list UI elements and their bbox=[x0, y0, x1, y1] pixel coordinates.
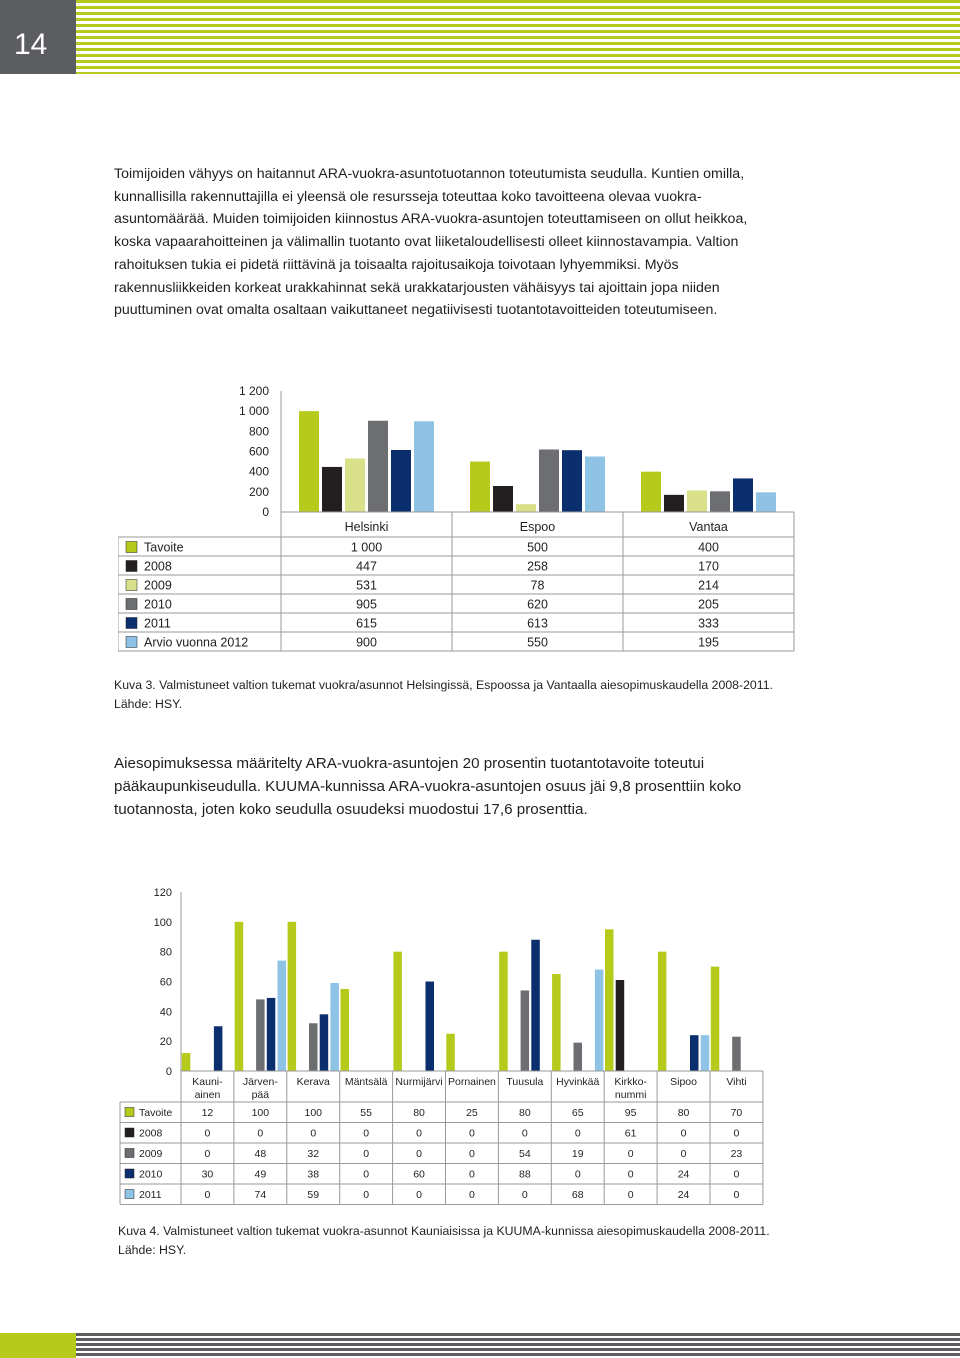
table-cell: 0 bbox=[469, 1168, 475, 1181]
table-cell: 447 bbox=[356, 559, 377, 574]
table-cell: 0 bbox=[257, 1127, 264, 1140]
legend-label: 2010 bbox=[139, 1168, 163, 1181]
bar-tavoite-5 bbox=[446, 1034, 455, 1071]
table-cell: 0 bbox=[627, 1148, 634, 1160]
legend-label: 2011 bbox=[139, 1189, 162, 1201]
table-cell: 0 bbox=[363, 1189, 370, 1201]
table-cell: 0 bbox=[363, 1168, 370, 1181]
table-cell: 80 bbox=[677, 1107, 690, 1119]
table-cell: 620 bbox=[527, 597, 548, 612]
chart-kuuma-municipalities bbox=[118, 880, 780, 1210]
header-stripe bbox=[76, 54, 960, 57]
table-cell: 30 bbox=[201, 1168, 214, 1181]
table-cell: 0 bbox=[627, 1168, 634, 1181]
bar-2008-vantaa bbox=[664, 495, 684, 512]
table-cell: 38 bbox=[307, 1168, 320, 1181]
header-stripe bbox=[76, 66, 960, 69]
table-cell: 0 bbox=[310, 1127, 317, 1140]
y-tick-label: 40 bbox=[159, 1006, 172, 1019]
table-cell: 0 bbox=[204, 1189, 211, 1201]
bar-2008-espoo bbox=[493, 486, 513, 512]
bar-tavoite-1 bbox=[235, 922, 244, 1071]
table-cell: 88 bbox=[519, 1168, 531, 1181]
table-cell: 95 bbox=[624, 1107, 637, 1119]
table-cell: 500 bbox=[527, 540, 548, 555]
legend-label: 2008 bbox=[144, 559, 172, 574]
bar-2009-1 bbox=[256, 999, 265, 1071]
y-tick-label: 600 bbox=[248, 444, 269, 459]
category-label: Hyvinkää bbox=[556, 1076, 600, 1088]
table-cell: 12 bbox=[201, 1107, 214, 1119]
bar-tavoite-7 bbox=[552, 974, 561, 1071]
y-tick-label: 1 200 bbox=[238, 384, 269, 398]
bar-tavoite-8 bbox=[605, 929, 614, 1071]
bar-tavoite-6 bbox=[499, 952, 508, 1071]
bar-2010-4 bbox=[426, 982, 435, 1072]
category-label: ainen bbox=[194, 1089, 221, 1101]
legend-swatch bbox=[126, 618, 137, 629]
legend-swatch bbox=[126, 599, 137, 610]
table-cell: 258 bbox=[527, 559, 548, 574]
category-label: Helsinki bbox=[344, 520, 389, 534]
table-cell: 24 bbox=[677, 1168, 690, 1181]
bar-2009-2 bbox=[309, 1023, 318, 1071]
table-cell: 74 bbox=[254, 1189, 267, 1201]
footer-stripe bbox=[76, 1343, 960, 1346]
bar-2010-vantaa bbox=[710, 491, 730, 512]
bar-2011-1 bbox=[278, 961, 287, 1071]
bar-2011-9 bbox=[701, 1035, 710, 1071]
category-label: Mäntsälä bbox=[344, 1076, 388, 1088]
table-cell: 0 bbox=[574, 1168, 581, 1181]
table-cell: 0 bbox=[416, 1189, 422, 1201]
bar-2011-7 bbox=[595, 970, 604, 1071]
footer-stripe bbox=[76, 1338, 960, 1341]
table-cell: 400 bbox=[698, 540, 719, 555]
table-cell: 1 000 bbox=[350, 540, 383, 555]
category-label: Tuusula bbox=[506, 1076, 544, 1088]
header-stripe bbox=[76, 30, 960, 33]
bar-2011-vantaa bbox=[733, 478, 753, 512]
table-cell: 78 bbox=[530, 578, 545, 593]
table-cell: 0 bbox=[416, 1127, 422, 1140]
header-stripe bbox=[76, 0, 960, 3]
table-cell: 905 bbox=[356, 597, 377, 612]
y-tick-label: 80 bbox=[159, 946, 172, 959]
bar-2011-espoo bbox=[562, 450, 582, 512]
table-cell: 0 bbox=[469, 1148, 475, 1160]
table-cell: 24 bbox=[677, 1189, 690, 1201]
table-cell: 80 bbox=[519, 1107, 531, 1119]
page-number: 14 bbox=[14, 28, 48, 61]
y-tick-label: 0 bbox=[262, 505, 269, 519]
category-label: Vantaa bbox=[689, 520, 728, 534]
bar-2009-6 bbox=[521, 990, 530, 1071]
table-cell: 55 bbox=[360, 1107, 372, 1119]
table-cell: 0 bbox=[204, 1148, 211, 1160]
y-tick-label: 800 bbox=[248, 424, 269, 439]
category-label: nummi bbox=[614, 1089, 647, 1101]
table-cell: 613 bbox=[527, 616, 548, 631]
bar-2009-10 bbox=[732, 1037, 741, 1071]
header-stripe bbox=[76, 72, 960, 74]
bar-2010-espoo bbox=[539, 449, 559, 512]
table-cell: 70 bbox=[730, 1107, 743, 1119]
bar-2009-helsinki bbox=[345, 458, 365, 512]
legend-label: Tavoite bbox=[144, 540, 184, 555]
bar-2010-6 bbox=[531, 940, 540, 1071]
y-tick-label: 400 bbox=[248, 464, 269, 479]
table-cell: 23 bbox=[730, 1148, 743, 1160]
table-cell: 900 bbox=[356, 635, 377, 650]
bar-tavoite-helsinki bbox=[299, 411, 319, 512]
table-cell: 68 bbox=[571, 1189, 584, 1201]
table-cell: 19 bbox=[571, 1148, 584, 1160]
legend-swatch bbox=[125, 1149, 134, 1158]
y-tick-label: 1 000 bbox=[238, 404, 269, 419]
category-label: Nurmijärvi bbox=[395, 1076, 443, 1088]
bar-tavoite-2 bbox=[288, 922, 297, 1071]
bar-2010-helsinki bbox=[368, 421, 388, 512]
table-cell: 61 bbox=[624, 1127, 637, 1140]
bar-2011-2 bbox=[330, 983, 339, 1071]
category-label: Pornainen bbox=[448, 1076, 496, 1088]
bar-2009-vantaa bbox=[687, 490, 707, 512]
bar-2010-1 bbox=[267, 998, 276, 1071]
y-tick-label: 100 bbox=[153, 916, 172, 929]
y-tick-label: 0 bbox=[165, 1066, 172, 1078]
table-cell: 54 bbox=[519, 1148, 531, 1160]
footer-green-block bbox=[0, 1333, 76, 1358]
header-stripe bbox=[76, 42, 960, 45]
y-tick-label: 20 bbox=[159, 1036, 172, 1049]
table-cell: 0 bbox=[469, 1127, 475, 1140]
bar-tavoite-4 bbox=[393, 952, 402, 1071]
table-cell: 0 bbox=[627, 1189, 634, 1201]
category-label: Sipoo bbox=[670, 1076, 697, 1088]
legend-swatch bbox=[125, 1108, 134, 1117]
chart-helsinki-espoo-vantaa bbox=[118, 380, 798, 660]
table-cell: 0 bbox=[469, 1189, 475, 1201]
y-tick-label: 200 bbox=[248, 484, 269, 499]
bar-2008-helsinki bbox=[322, 467, 342, 512]
table-cell: 0 bbox=[574, 1127, 581, 1140]
legend-swatch bbox=[126, 580, 137, 591]
table-cell: 0 bbox=[363, 1148, 370, 1160]
header-stripe bbox=[76, 12, 960, 15]
legend-label: Arvio vuonna 2012 bbox=[144, 635, 249, 650]
body-paragraph-1: Toimijoiden vähyys on haitannut ARA-vuokra-asuntotuotannon toteutumista seudulla. Kuntien omilla, kunnallisilla rakennuttajilla ei yleensä ole resursseja toteuttaa koko tavoitteena olevaa vuokra-asuntomäärää. Muiden toimijoiden kiinnostus ARA-vuokra-asuntojen toteuttamiseen on ollut heikkoa, koska vapaarahoitteinen ja välimallin tuotanto ovat liiketaloudellisesti olleet kiinnostavampia. Valtion rahoituksen tukia ei pidetä riittävinä ja toisaalta rajoitusaikoja toivotaan lyhyemmiksi. Myös rakennusliikkeiden korkeat urakkahinnat sekä urakkatarjousten vähäisyys tai ajoittain jopa niiden puuttuminen ovat omalta osaltaan vaikuttaneet negatiivisesti tuotantotavoitteiden toteutumiseen. bbox=[114, 166, 748, 319]
bar-tavoite-espoo bbox=[470, 462, 490, 512]
table-cell: 170 bbox=[698, 559, 719, 574]
table-cell: 333 bbox=[698, 616, 719, 631]
category-label: Kauni- bbox=[192, 1076, 223, 1088]
bar-arvio-vuonna-2012-helsinki bbox=[414, 421, 434, 512]
bar-tavoite-3 bbox=[341, 989, 350, 1071]
table-cell: 214 bbox=[698, 578, 719, 593]
footer-stripe bbox=[76, 1353, 960, 1356]
header-stripe bbox=[76, 24, 960, 27]
table-cell: 49 bbox=[254, 1168, 267, 1181]
category-label: Espoo bbox=[519, 520, 556, 534]
table-cell: 65 bbox=[571, 1107, 584, 1119]
bar-arvio-vuonna-2012-vantaa bbox=[756, 492, 776, 512]
legend-label: 2009 bbox=[144, 578, 172, 593]
bar-tavoite-10 bbox=[711, 967, 720, 1071]
table-cell: 615 bbox=[356, 616, 377, 631]
table-cell: 0 bbox=[733, 1127, 740, 1140]
table-cell: 550 bbox=[527, 635, 548, 650]
bar-2011-helsinki bbox=[391, 450, 411, 512]
legend-swatch bbox=[125, 1190, 134, 1199]
bar-2008-8 bbox=[616, 980, 625, 1071]
table-cell: 60 bbox=[413, 1168, 425, 1181]
table-cell: 0 bbox=[733, 1189, 740, 1201]
table-cell: 195 bbox=[698, 635, 719, 650]
legend-label: Tavoite bbox=[139, 1107, 173, 1119]
table-cell: 0 bbox=[680, 1127, 687, 1140]
legend-swatch bbox=[125, 1169, 134, 1178]
header-stripe bbox=[76, 60, 960, 63]
header-stripe bbox=[76, 18, 960, 21]
legend-label: 2008 bbox=[139, 1127, 163, 1140]
bar-tavoite-0 bbox=[182, 1053, 191, 1071]
table-cell: 25 bbox=[466, 1107, 478, 1119]
figure-caption-3: Kuva 3. Valmistuneet valtion tukemat vuokra/asunnot Helsingissä, Espoossa ja Vantaalla aiesopimuskaudella 2008-2011. Lähde: HSY. bbox=[114, 678, 773, 711]
table-cell: 0 bbox=[363, 1127, 370, 1140]
table-cell: 0 bbox=[680, 1148, 687, 1160]
legend-swatch bbox=[126, 637, 137, 648]
header-stripe bbox=[76, 36, 960, 39]
category-label: Kerava bbox=[296, 1076, 330, 1088]
header-stripe bbox=[76, 48, 960, 51]
table-cell: 0 bbox=[521, 1127, 528, 1140]
y-tick-label: 120 bbox=[153, 887, 172, 899]
bar-arvio-vuonna-2012-espoo bbox=[585, 457, 605, 512]
table-cell: 48 bbox=[254, 1148, 267, 1160]
category-label: Järven- bbox=[242, 1076, 278, 1088]
bar-2010-2 bbox=[320, 1014, 329, 1071]
bar-2010-9 bbox=[690, 1035, 699, 1071]
legend-swatch bbox=[126, 542, 137, 553]
legend-label: 2009 bbox=[139, 1148, 163, 1160]
figure-caption-4: Kuva 4. Valmistuneet valtion tukemat vuokra-asunnot Kauniaisissa ja KUUMA-kunnissa aiesopimuskaudella 2008-2011. Lähde: HSY. bbox=[118, 1224, 770, 1257]
table-cell: 0 bbox=[521, 1189, 528, 1201]
category-label: Vihti bbox=[726, 1076, 747, 1088]
legend-swatch bbox=[126, 561, 137, 572]
table-cell: 531 bbox=[356, 578, 377, 593]
footer-stripe bbox=[76, 1348, 960, 1351]
table-cell: 100 bbox=[251, 1107, 270, 1119]
y-tick-label: 60 bbox=[159, 976, 172, 989]
legend-label: 2011 bbox=[144, 616, 171, 631]
page-number-box bbox=[0, 0, 76, 74]
body-paragraph-2: Aiesopimuksessa määritelty ARA-vuokra-asuntojen 20 prosentin tuotantotavoite toteutui pääkaupunkiseudulla. KUUMA-kunnissa ARA-vuokra-asuntojen osuus jäi 9,8 prosenttiin koko tuotannosta, joten koko seudulla osuudeksi muodostui 17,6 prosenttia. bbox=[114, 755, 742, 818]
table-cell: 0 bbox=[416, 1148, 422, 1160]
legend-label: 2010 bbox=[144, 597, 172, 612]
bar-tavoite-9 bbox=[658, 952, 667, 1071]
table-cell: 80 bbox=[413, 1107, 425, 1119]
table-cell: 205 bbox=[698, 597, 719, 612]
table-cell: 0 bbox=[733, 1168, 740, 1181]
table-cell: 100 bbox=[304, 1107, 323, 1119]
footer-stripes bbox=[76, 1333, 960, 1358]
table-cell: 32 bbox=[307, 1148, 320, 1160]
bar-2010-0 bbox=[214, 1026, 223, 1071]
category-label: pää bbox=[251, 1089, 270, 1101]
header-stripe bbox=[76, 6, 960, 9]
bar-2009-7 bbox=[574, 1043, 583, 1071]
header-stripes bbox=[76, 0, 960, 74]
table-cell: 59 bbox=[307, 1189, 320, 1201]
bar-tavoite-vantaa bbox=[641, 472, 661, 512]
table-cell: 0 bbox=[204, 1127, 211, 1140]
bar-2009-espoo bbox=[516, 504, 536, 512]
footer-stripe bbox=[76, 1333, 960, 1336]
category-label: Kirkko- bbox=[614, 1076, 647, 1088]
legend-swatch bbox=[125, 1128, 134, 1137]
